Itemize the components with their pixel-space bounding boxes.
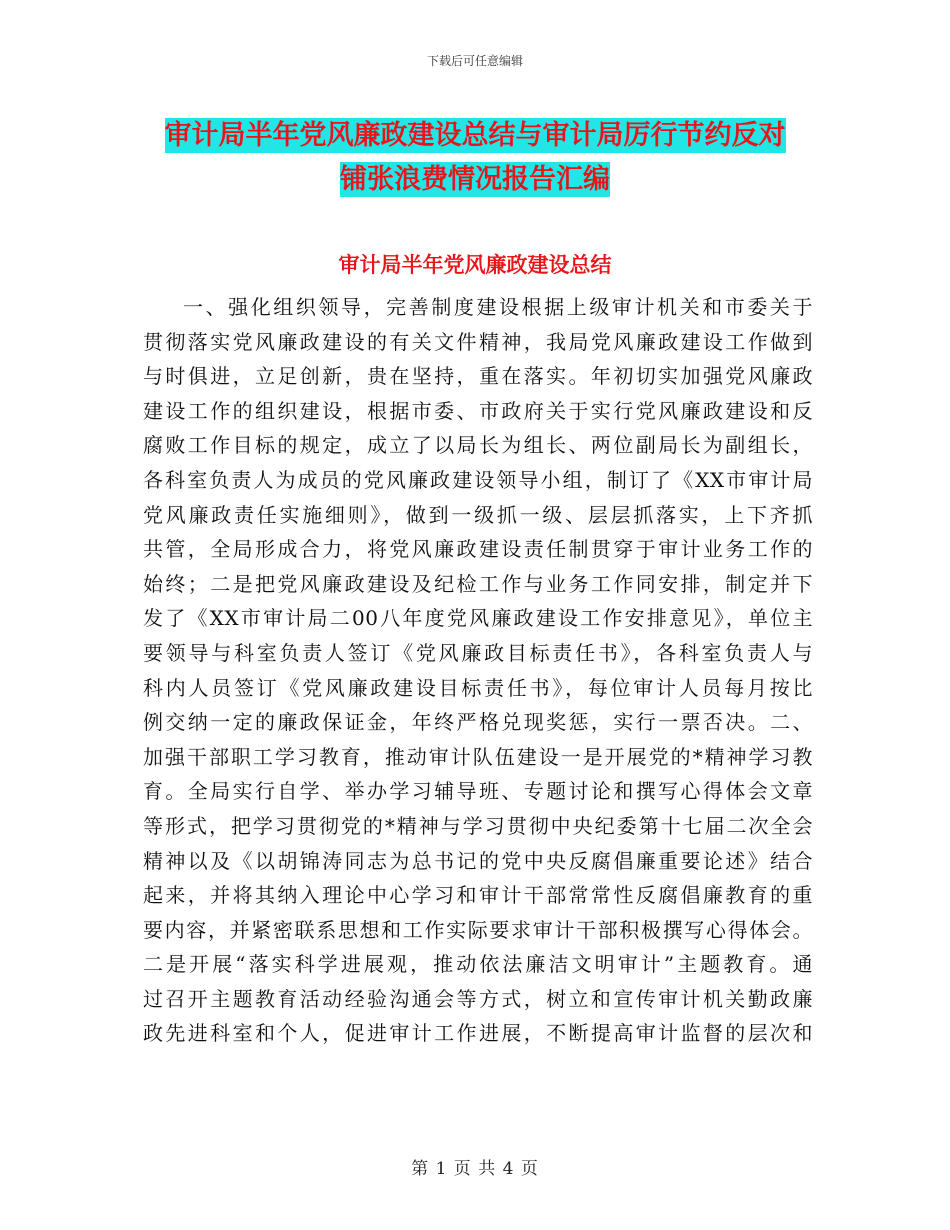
document-title-text-1: 审计局半年党风廉政建设总结与审计局厉行节约反对 (164, 120, 786, 151)
body-line: 育。全局实行自学、举办学习辅导班、专题讨论和撰写心得体会文章 (143, 779, 813, 804)
body-line: 各科室负责人为成员的党风廉政建设领导小组，制订了《XX市审计局 (143, 467, 813, 492)
body-line: 过召开主题教育活动经验沟通会等方式，树立和宣传审计机关勤政廉 (143, 986, 813, 1011)
body-line: 等形式，把学习贯彻党的*精神与学习贯彻中央纪委第十七届二次全会 (143, 813, 813, 838)
body-line: 共管，全局形成合力，将党风廉政建设责任制贯穿于审计业务工作的 (143, 537, 813, 562)
body-line: 二是开展“落实科学进展观，推动依法廉洁文明审计”主题教育。通 (143, 952, 813, 977)
body-line: 党风廉政责任实施细则》，做到一级抓一级、层层抓落实，上下齐抓 (143, 502, 813, 527)
body-line: 始终；二是把党风廉政建设及纪检工作与业务工作同安排，制定并下 (143, 571, 813, 596)
body-line: 一、强化组织领导，完善制度建设根据上级审计机关和市委关于 (183, 295, 813, 319)
body-line: 精神以及《以胡锦涛同志为总书记的党中央反腐倡廉重要论述》结合 (143, 848, 813, 873)
body-line: 政先进科室和个人，促进审计工作进展，不断提高审计监督的层次和 (143, 1021, 813, 1046)
body-line: 发了《XX市审计局二00八年度党风廉政建设工作安排意见》，单位主 (143, 606, 813, 631)
header-note: 下载后可任意编辑 (426, 54, 523, 68)
body-line: 例交纳一定的廉政保证金，年终严格兑现奖惩，实行一票否决。二、 (143, 710, 813, 735)
body-line: 与时俱进，立足创新，贵在坚持，重在落实。年初切实加强党风廉政 (143, 364, 813, 389)
body-line: 贯彻落实党风廉政建设的有关文件精神，我局党风廉政建设工作做到 (143, 329, 813, 354)
body-line: 科内人员签订《党风廉政建设目标责任书》，每位审计人员每月按比 (143, 675, 813, 700)
document-title-line-2 (145, 157, 805, 196)
body-line: 建设工作的组织建设，根据市委、市政府关于实行党风廉政建设和反 (143, 398, 813, 423)
page-footer: 第 1 页 共 4 页 (411, 1159, 539, 1179)
body-line: 腐败工作目标的规定，成立了以局长为组长、两位副局长为副组长， (143, 433, 813, 458)
body-text (143, 290, 813, 1051)
body-line: 加强干部职工学习教育，推动审计队伍建设一是开展党的*精神学习教 (143, 744, 813, 769)
document-title-text-2: 铺张浪费情况报告汇编 (340, 164, 610, 195)
document-title-line-1 (145, 113, 805, 152)
body-line: 要领导与科室负责人签订《党风廉政目标责任书》，各科室负责人与 (143, 640, 813, 665)
body-line: 起来，并将其纳入理论中心学习和审计干部常常性反腐倡廉教育的重 (143, 883, 813, 908)
body-line: 要内容，并紧密联系思想和工作实际要求审计干部积极撰写心得体会。 (143, 917, 813, 942)
section-title: 审计局半年党风廉政建设总结 (338, 253, 612, 277)
